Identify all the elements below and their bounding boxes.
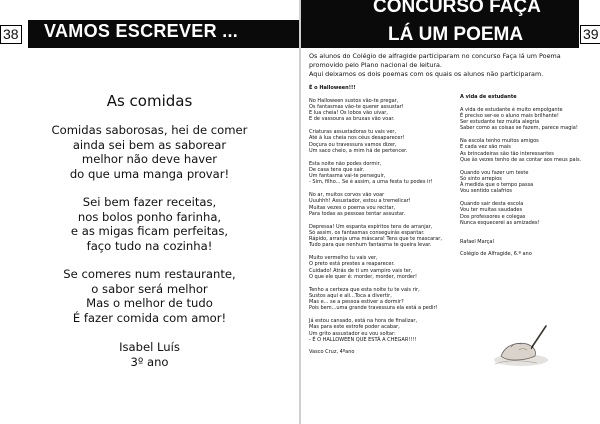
page-number: 38 <box>0 25 22 44</box>
verse-line: Muitas vezes o poema vou recitar, <box>309 204 396 211</box>
poem-author: Rafael Marçal <box>460 238 494 245</box>
verse-line: É preciso ser-se o aluno mais brilhante! <box>460 112 559 119</box>
verse-line: No Halloween sustos vão-te pregar, <box>309 97 399 104</box>
verse-line: As brincadeiras são tão interessantes <box>460 150 554 157</box>
author-grade: Colégio de Alfragide, 6.º ano <box>460 251 532 258</box>
author-grade: 3º ano <box>130 355 169 369</box>
verse-line: Sei bem fazer receitas, <box>82 195 217 209</box>
poem-halloween <box>309 85 464 356</box>
poem-vida-de-estudante <box>460 94 595 258</box>
verse-line: Rápido, arranja uma máscara! Tens que te mascarar, <box>309 236 442 243</box>
verse-line: Comidas saborosas, hei de comer <box>51 123 248 137</box>
verse-line: Criaturas assustadoras tu vais ver, <box>309 129 397 136</box>
verse-line: E lua cheia! Os lobos vão uivar, <box>309 110 388 117</box>
verse-line: O que ele quer é: morder, morder, morder! <box>309 273 418 280</box>
verse-line: Quando sair desta escola <box>460 201 524 208</box>
poem-author: Vasco Cruz, 4ºano <box>309 349 355 356</box>
verse-line: Pois bem...uma grande travessura ela está a pedir! <box>309 305 438 312</box>
verse-line: Um grito assustador eu vou soltar: <box>309 330 396 337</box>
verse-line: Mas o melhor de tudo <box>86 296 213 310</box>
verse-line: À medida que o tempo passa <box>460 182 534 189</box>
verse-line: Só assim, os fantasmas conseguirás espantar. <box>309 229 425 236</box>
verse-line: O preto está prestes a reaparecer. <box>309 261 395 268</box>
stanza-1 <box>0 123 299 181</box>
verse-line: melhor não deve haver <box>81 152 218 166</box>
intro-line: Os alunos do Colégio de alfragide participaram no concurso Faça lá um Poema <box>309 52 561 60</box>
intro-line: promovido pelo Plano nacional de leitura. <box>309 60 442 69</box>
verse-line: Mas e... se a pessoa estiver a dormir? <box>309 299 404 306</box>
verse-line: Um saco cheio, a mim há de pertencer. <box>309 147 408 154</box>
verse-line: Tudo para que nenhum fantasma te queira levar. <box>309 242 432 249</box>
verse-line: Só sinto arrepios <box>460 175 502 182</box>
verse-line: - É O HALLOWEEN QUE ESTÁ A CHEGAR!!!! <box>309 336 417 343</box>
verse-line: E de vassoura as bruxas vão voar. <box>309 116 395 123</box>
verse-line: Sustos aqui e ali...Toca a divertir, <box>309 292 392 299</box>
verse-line: Cuidado! Atrás de ti um vampiro vais ter, <box>309 267 413 274</box>
verse-line: Tenho a certeza que esta noite tu te vais rir, <box>309 286 420 293</box>
section-header: VAMOS ESCREVER ... <box>44 21 239 41</box>
poem-title: É o Halloween!!! <box>309 85 356 91</box>
verse-line: A vida de estudante é muito empolgante <box>460 106 563 113</box>
verse-line: Uuuhhh! Assustador, estou a tremelicar! <box>309 198 411 205</box>
stanza-3 <box>0 267 299 325</box>
intro-paragraph <box>309 52 594 79</box>
verse-line: No ar, muitos corvos vão voar <box>309 192 385 199</box>
verse-line: Dos professores e colegas <box>460 213 526 220</box>
verse-line: Vou sentido calafrios <box>460 188 513 195</box>
verse-line: De casa tens que sair. <box>309 166 365 173</box>
verse-line: Saber como as coisas se fazem, parece magia! <box>460 125 578 132</box>
verse-line: Depressa! Um espanta espíritos tens de arranjar, <box>309 223 433 230</box>
section-header-line-2: LÁ UM POEMA <box>388 24 524 45</box>
verse-line: Muito vermelho tu vais ver, <box>309 255 378 262</box>
verse-line: Ser estudante tez muita alegria <box>460 119 540 126</box>
verse-line: Que às vezes tenho de as contar aos meus pais. <box>460 156 582 163</box>
verse-line: Para todas as pessoas tentar assustar. <box>309 210 406 217</box>
verse-line: Um fantasma vai-te perseguir, <box>309 173 386 180</box>
verse-line: Os fantasmas vão-te querer assustar! <box>309 103 404 110</box>
left-page <box>0 0 299 424</box>
verse-line: do que uma manga provar! <box>69 166 230 181</box>
right-page <box>301 0 600 424</box>
verse-line: Esta noite não podes dormir, <box>309 160 382 167</box>
verse-line: Doçura ou travessura vamos dizer, <box>309 141 397 148</box>
page-number: 39 <box>580 25 600 44</box>
stanza-2 <box>0 195 299 253</box>
verse-line: Até à lua cheia nos céus desaparecer! <box>309 135 405 142</box>
author-name: Isabel Luís <box>119 340 180 354</box>
verse-line: Já estou cansado, está na hora de finalizar, <box>309 317 418 324</box>
verse-line: e as migas ficam perfeitas, <box>70 224 229 238</box>
poem-author <box>0 340 299 370</box>
verse-line: nos bolos ponho farinha, <box>77 209 222 224</box>
poem-title: A vida de estudante <box>460 94 517 100</box>
verse-line: ainda sei bem as saborear <box>72 137 227 152</box>
verse-line: - Sim, filho... Se é assim, a uma festa tu podes ir! <box>309 179 433 186</box>
verse-line: É fazer comida com amor! <box>72 310 227 325</box>
verse-line: Na escola tenho muitos amigos <box>460 138 539 145</box>
intro-line: Aqui deixamos os dois poemas com os quais os alunos não participaram. <box>309 69 544 78</box>
verse-line: Mas para este estrofe poder acabar, <box>309 324 400 331</box>
verse-line: o sabor será melhor <box>91 281 208 296</box>
poem-title: As comidas <box>106 92 193 110</box>
section-header-line-1: CONCURSO FAÇA <box>373 0 541 17</box>
verse-line: Vou ter muitas saudades <box>460 207 523 214</box>
verse-line: Nunca esquecerei as amizades! <box>460 219 540 226</box>
verse-line: faço tudo na cozinha! <box>86 238 213 253</box>
verse-line: E cada vez são mais <box>460 144 511 151</box>
verse-line: Quando vou fazer um teste <box>460 169 529 176</box>
verse-line: Se comeres num restaurante, <box>63 267 236 281</box>
writing-hand-illustration <box>491 320 549 368</box>
